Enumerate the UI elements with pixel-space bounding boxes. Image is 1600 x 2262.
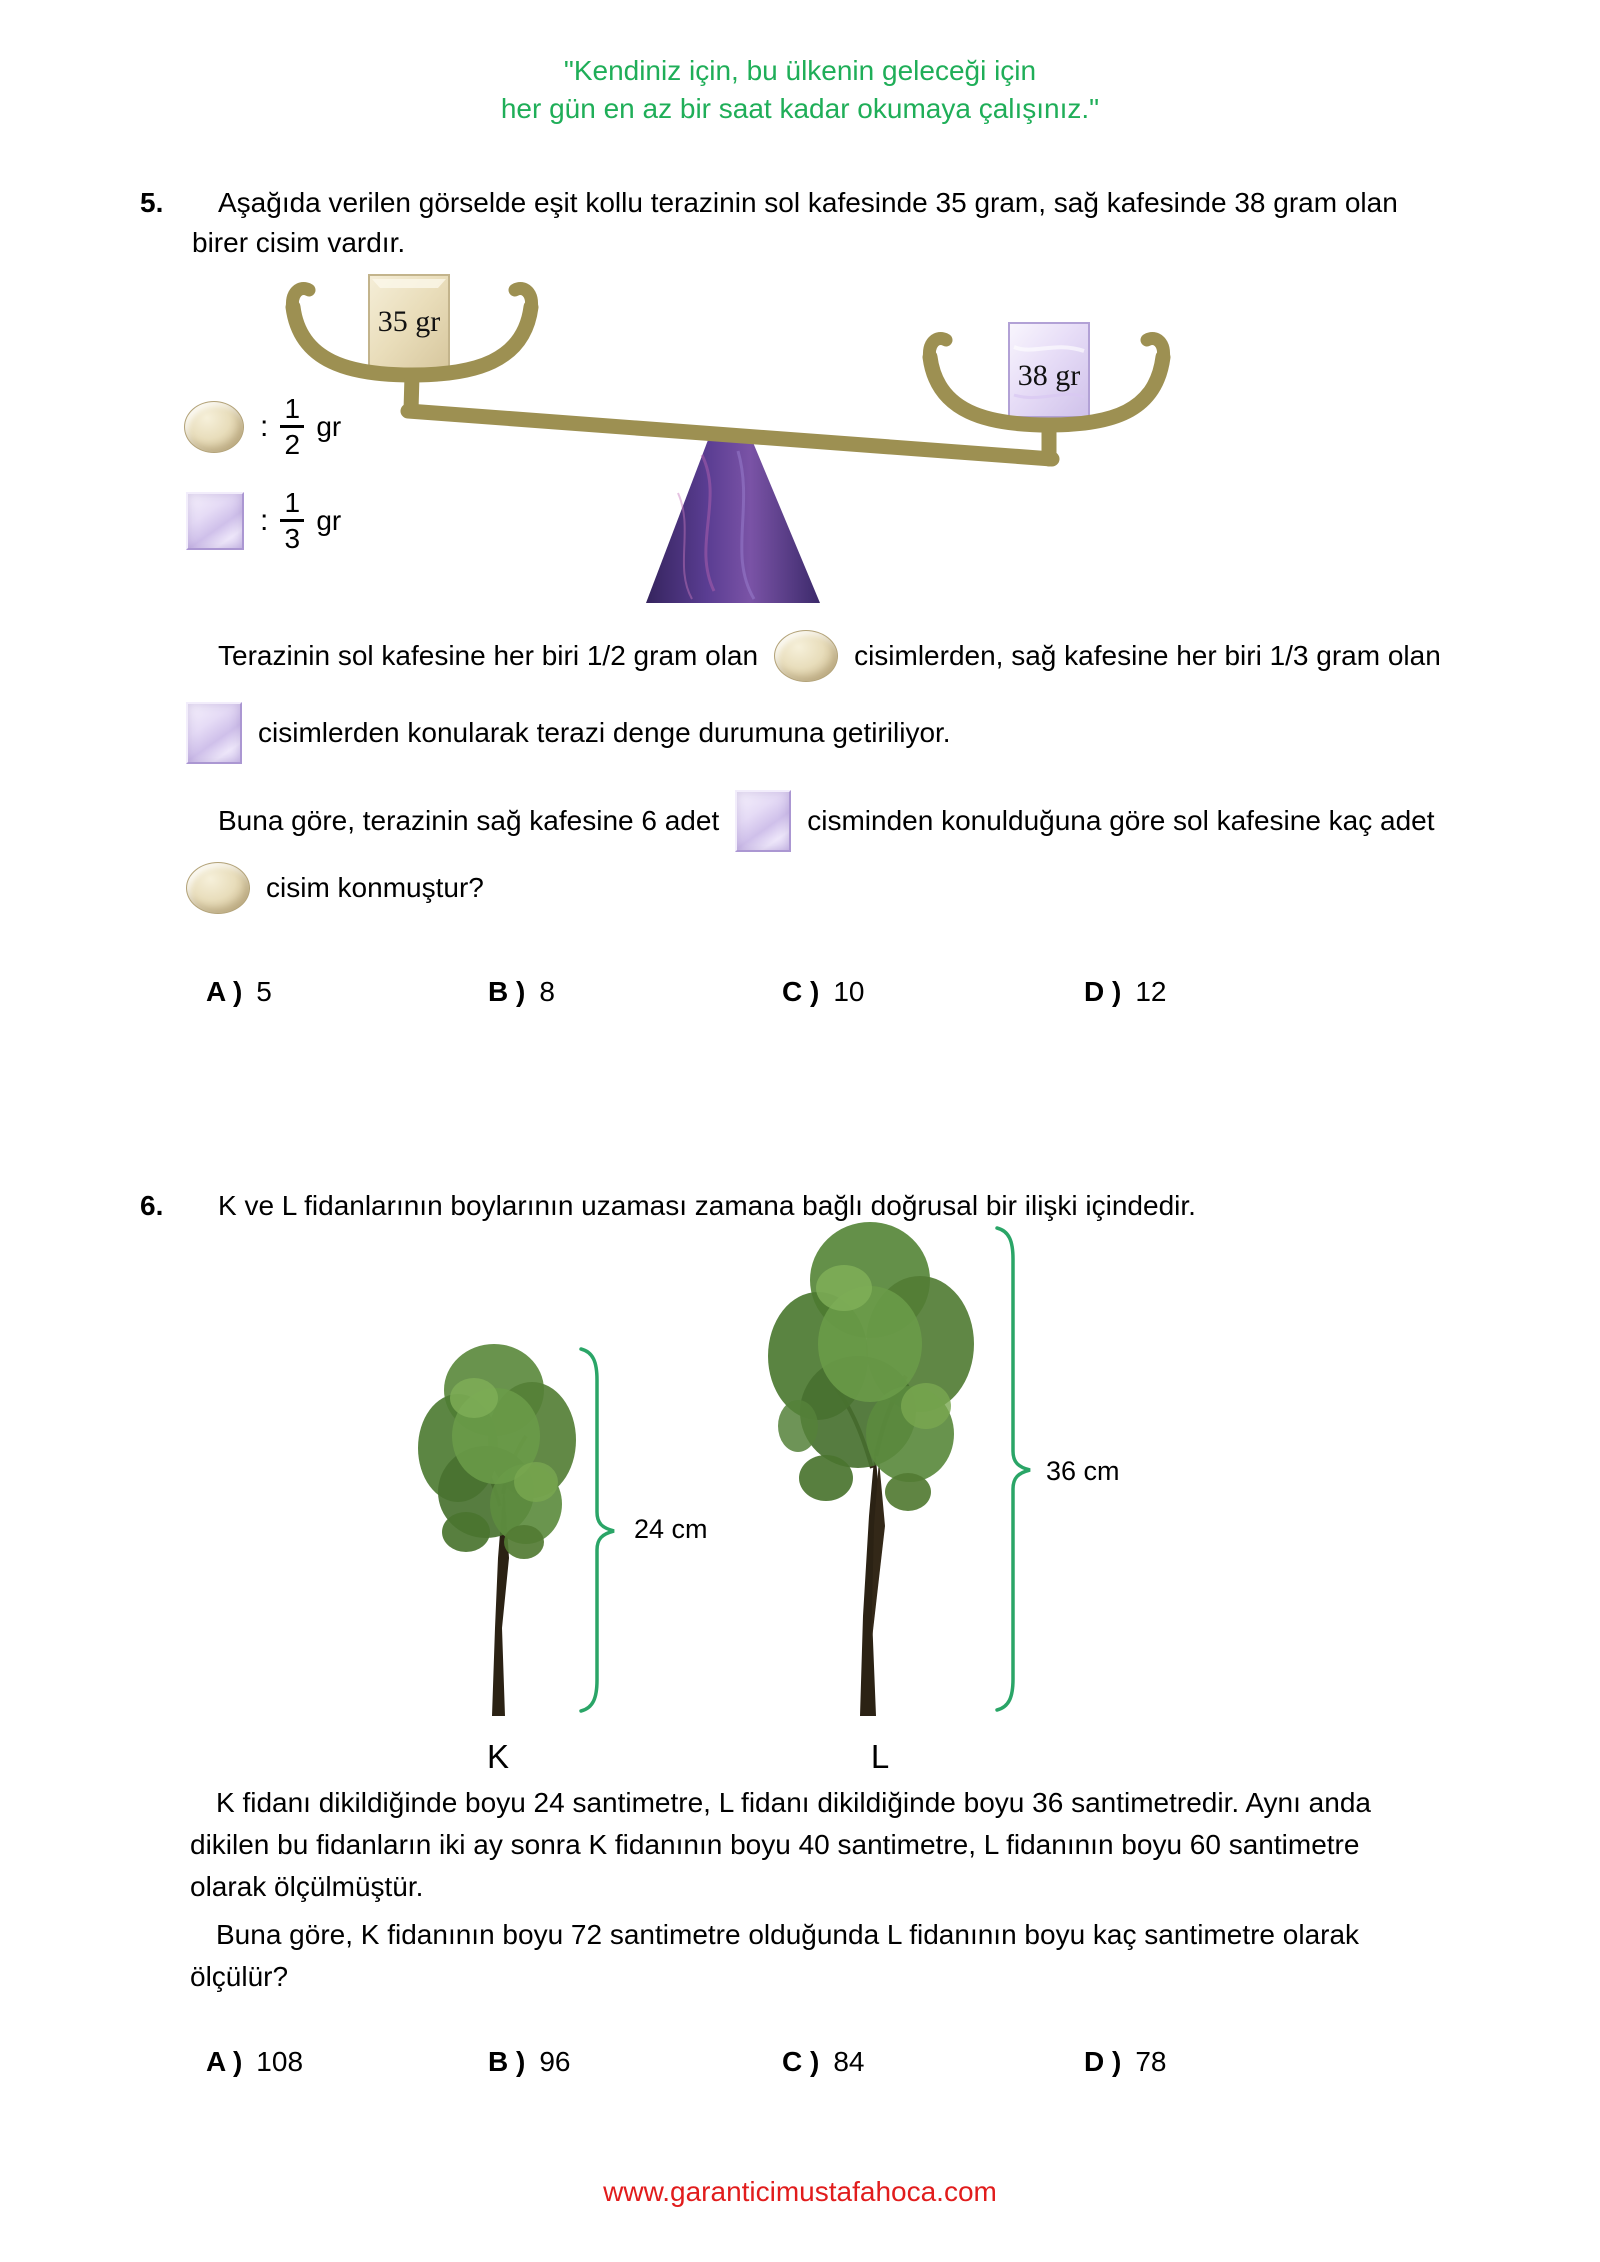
q5-question-line2 bbox=[186, 862, 484, 914]
q5-option-a: A ) 5 bbox=[206, 976, 272, 1007]
footer-url: www.garanticimustafahoca.com bbox=[603, 2176, 997, 2207]
question-text: cisminden konulduğuna göre sol kafesine kaç adet bbox=[807, 805, 1435, 836]
weight-38-label: 38 gr bbox=[1017, 359, 1081, 392]
q5-question-line1 bbox=[218, 790, 1435, 852]
beige-ellipse-icon bbox=[186, 862, 250, 914]
weight-block-35g bbox=[369, 275, 449, 369]
fulcrum-wedge bbox=[646, 440, 820, 603]
q6-paragraph1: K fidanı dikildiğinde boyu 24 santimetre, L fidanı dikildiğinde boyu 36 santimetredir. Aynı anda dikilen bu fidanların iki ay sonra K fidanının boyu 40 santimetre, L fidanının boyu 60 santimetre olarak ölçülmüştür. bbox=[190, 1787, 1371, 1902]
legend-ellipse-row bbox=[184, 394, 341, 459]
fraction-numerator: 1 bbox=[284, 487, 301, 518]
q5-statement-line1 bbox=[218, 630, 1441, 682]
q6-option-c: C ) 84 bbox=[782, 2046, 865, 2077]
q6-option-b: B ) 96 bbox=[488, 2046, 571, 2077]
question6-number: 6. bbox=[140, 1190, 164, 1221]
weight-35-label: 35 gr bbox=[377, 305, 441, 338]
q6-paragraph2: Buna göre, K fidanının boyu 72 santimetre olduğunda L fidanının boyu kaç santimetre olarak ölçülür? bbox=[190, 1919, 1360, 1992]
purple-square-icon bbox=[186, 492, 244, 550]
tree-l-label: L bbox=[870, 1738, 890, 1775]
question-text: cisim konmuştur? bbox=[266, 872, 484, 903]
quote-line-2: her gün en az bir saat kadar okumaya çalışınız." bbox=[500, 93, 1100, 124]
tree-canopy bbox=[418, 1344, 576, 1559]
fraction-denominator: 2 bbox=[284, 429, 301, 460]
statement-text: Terazinin sol kafesine her biri 1/2 gram olan bbox=[218, 640, 759, 671]
q6-option-a: A ) 108 bbox=[206, 2046, 304, 2077]
beige-ellipse-icon bbox=[774, 630, 838, 682]
tree-l-height-label: 36 cm bbox=[1046, 1456, 1120, 1486]
tree-l-height-brace bbox=[992, 1223, 1036, 1715]
q5-option-c: C ) 10 bbox=[782, 976, 865, 1007]
question5-text-line2: birer cisim vardır. bbox=[192, 227, 406, 258]
balance-scale-figure bbox=[180, 255, 1280, 620]
statement-text: cisimlerden konularak terazi denge durumuna getiriliyor. bbox=[258, 717, 951, 748]
colon: : bbox=[260, 503, 269, 537]
statement-text: cisimlerden, sağ kafesine her biri 1/3 gram olan bbox=[854, 640, 1441, 671]
fraction-numerator: 1 bbox=[284, 393, 301, 424]
fraction-bar bbox=[280, 425, 304, 428]
fraction-denominator: 3 bbox=[284, 523, 301, 554]
purple-square-icon bbox=[735, 790, 791, 852]
q5-option-d: D ) 12 bbox=[1084, 976, 1167, 1007]
quote-line-1: "Kendiniz için, bu ülkenin geleceği için bbox=[563, 55, 1037, 86]
unit-label: gr bbox=[316, 410, 342, 442]
question5-text bbox=[192, 183, 1398, 263]
weight-block-38g bbox=[1009, 323, 1089, 417]
tree-l-image bbox=[758, 1216, 983, 1716]
q5-option-b: B ) 8 bbox=[488, 976, 555, 1007]
unit-label: gr bbox=[316, 504, 342, 536]
square-weight-fraction bbox=[260, 488, 341, 553]
question6-text: K ve L fidanlarının boylarının uzaması zamana bağlı doğrusal bir ilişki içindedir. bbox=[218, 1190, 1196, 1221]
tree-k-label: K bbox=[486, 1738, 509, 1775]
q5-statement-line2 bbox=[186, 702, 951, 764]
tree-k-height-brace bbox=[576, 1344, 620, 1716]
question-text: Buna göre, terazinin sağ kafesine 6 adet bbox=[218, 805, 720, 836]
question5-number: 5. bbox=[140, 187, 164, 218]
fraction-one-third bbox=[280, 488, 304, 553]
question5-text-line1: Aşağıda verilen görselde eşit kollu terazinin sol kafesinde 35 gram, sağ kafesinde 38 gram olan bbox=[218, 187, 1398, 218]
purple-square-icon bbox=[186, 702, 242, 764]
beige-ellipse-icon bbox=[184, 401, 244, 453]
ellipse-weight-fraction bbox=[260, 394, 341, 459]
fraction-bar bbox=[280, 519, 304, 522]
fraction-one-half bbox=[280, 394, 304, 459]
tree-k-height-label: 24 cm bbox=[634, 1514, 708, 1544]
colon: : bbox=[260, 409, 269, 443]
legend-square-row bbox=[186, 488, 341, 553]
tree-k-image bbox=[408, 1336, 588, 1716]
q6-option-d: D ) 78 bbox=[1084, 2046, 1167, 2077]
motivational-quote bbox=[0, 52, 1600, 128]
